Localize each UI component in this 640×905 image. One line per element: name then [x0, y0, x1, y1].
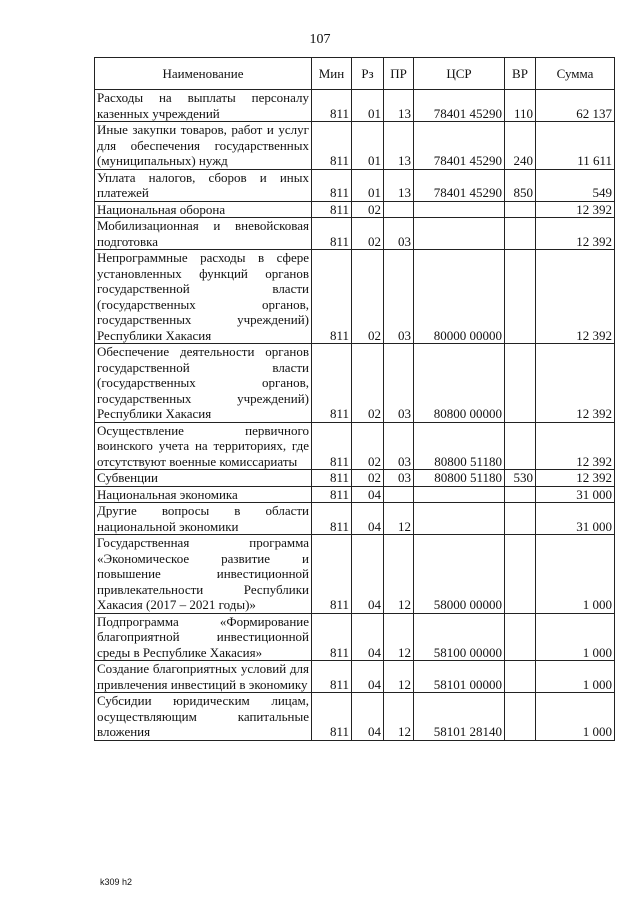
- cell-min: 811: [312, 122, 352, 170]
- table-row: [95, 470, 615, 487]
- cell-rz: 04: [352, 535, 384, 614]
- cell-sum: 1 000: [536, 693, 615, 741]
- table-row: [95, 122, 615, 170]
- header-rz: Рз: [352, 58, 384, 90]
- footer-code: k309 h2: [100, 877, 133, 887]
- table-row: [95, 344, 615, 423]
- header-row: [95, 58, 615, 90]
- cell-sum: 549: [536, 169, 615, 201]
- cell-sum: 12 392: [536, 422, 615, 470]
- cell-pr: [384, 486, 414, 503]
- header-pr: ПР: [384, 58, 414, 90]
- cell-csr: 78401 45290: [414, 169, 505, 201]
- header-name: Наименование: [95, 58, 312, 90]
- table-row: [95, 422, 615, 470]
- cell-vr: [505, 218, 536, 250]
- cell-min: 811: [312, 613, 352, 661]
- cell-sum: 1 000: [536, 661, 615, 693]
- cell-min: 811: [312, 486, 352, 503]
- cell-pr: 03: [384, 422, 414, 470]
- cell-rz: 02: [352, 250, 384, 344]
- cell-pr: 12: [384, 661, 414, 693]
- table-row: [95, 250, 615, 344]
- cell-rz: 02: [352, 344, 384, 423]
- cell-min: 811: [312, 344, 352, 423]
- cell-pr: 12: [384, 613, 414, 661]
- table-row: [95, 486, 615, 503]
- cell-name: Непрограммные расходы в сфере установленных функций органов государственной власти (государственных органов, государственных учреждений) Республики Хакасия: [95, 250, 312, 344]
- cell-min: 811: [312, 535, 352, 614]
- cell-name: Государственная программа «Экономическое развитие и повышение инвестиционной привлекательности Республики Хакасия (2017 – 2021 годы)»: [95, 535, 312, 614]
- cell-name: Расходы на выплаты персоналу казенных учреждений: [95, 90, 312, 122]
- cell-vr: [505, 250, 536, 344]
- cell-csr: [414, 486, 505, 503]
- cell-csr: [414, 218, 505, 250]
- cell-pr: [384, 201, 414, 218]
- cell-pr: 03: [384, 470, 414, 487]
- table-row: [95, 693, 615, 741]
- cell-sum: 1 000: [536, 613, 615, 661]
- cell-csr: 80000 00000: [414, 250, 505, 344]
- header-vr: ВР: [505, 58, 536, 90]
- cell-sum: 31 000: [536, 486, 615, 503]
- cell-name: Осуществление первичного воинского учета на территориях, где отсутствуют военные комиссариаты: [95, 422, 312, 470]
- cell-sum: 12 392: [536, 344, 615, 423]
- cell-sum: 12 392: [536, 201, 615, 218]
- cell-pr: 13: [384, 169, 414, 201]
- cell-name: Мобилизационная и вневойсковая подготовка: [95, 218, 312, 250]
- cell-csr: 78401 45290: [414, 122, 505, 170]
- cell-sum: 12 392: [536, 218, 615, 250]
- cell-rz: 01: [352, 122, 384, 170]
- cell-sum: 12 392: [536, 470, 615, 487]
- header-sum: Сумма: [536, 58, 615, 90]
- table-row: [95, 535, 615, 614]
- cell-vr: [505, 693, 536, 741]
- cell-rz: 04: [352, 661, 384, 693]
- cell-rz: 01: [352, 90, 384, 122]
- cell-pr: 13: [384, 122, 414, 170]
- cell-vr: 110: [505, 90, 536, 122]
- cell-name: Другие вопросы в области национальной экономики: [95, 503, 312, 535]
- cell-vr: 850: [505, 169, 536, 201]
- table-row: [95, 503, 615, 535]
- cell-sum: 31 000: [536, 503, 615, 535]
- header-min: Мин: [312, 58, 352, 90]
- header-csr: ЦСР: [414, 58, 505, 90]
- cell-vr: [505, 201, 536, 218]
- cell-name: Иные закупки товаров, работ и услуг для обеспечения государственных (муниципальных) нужд: [95, 122, 312, 170]
- cell-csr: 58000 00000: [414, 535, 505, 614]
- cell-name: Создание благоприятных условий для привлечения инвестиций в экономику: [95, 661, 312, 693]
- cell-name: Подпрограмма «Формирование благоприятной инвестиционной среды в Республике Хакасия»: [95, 613, 312, 661]
- cell-pr: 03: [384, 218, 414, 250]
- cell-name: Национальная оборона: [95, 201, 312, 218]
- page-number: 107: [309, 32, 331, 47]
- cell-min: 811: [312, 470, 352, 487]
- cell-csr: 80800 51180: [414, 422, 505, 470]
- budget-table: [94, 57, 615, 741]
- cell-pr: 12: [384, 503, 414, 535]
- cell-sum: 62 137: [536, 90, 615, 122]
- table-row: [95, 169, 615, 201]
- cell-csr: [414, 201, 505, 218]
- cell-rz: 02: [352, 422, 384, 470]
- cell-min: 811: [312, 661, 352, 693]
- cell-sum: 1 000: [536, 535, 615, 614]
- cell-rz: 04: [352, 503, 384, 535]
- cell-pr: 03: [384, 250, 414, 344]
- cell-min: 811: [312, 201, 352, 218]
- cell-csr: 58100 00000: [414, 613, 505, 661]
- cell-rz: 02: [352, 470, 384, 487]
- cell-pr: 13: [384, 90, 414, 122]
- cell-sum: 11 611: [536, 122, 615, 170]
- cell-vr: 530: [505, 470, 536, 487]
- cell-csr: 58101 28140: [414, 693, 505, 741]
- cell-pr: 12: [384, 535, 414, 614]
- cell-vr: [505, 486, 536, 503]
- cell-rz: 04: [352, 693, 384, 741]
- cell-min: 811: [312, 693, 352, 741]
- table-row: [95, 661, 615, 693]
- cell-rz: 04: [352, 613, 384, 661]
- cell-vr: [505, 613, 536, 661]
- cell-name: Субсидии юридическим лицам, осуществляющим капитальные вложения: [95, 693, 312, 741]
- cell-csr: 58101 00000: [414, 661, 505, 693]
- cell-min: 811: [312, 503, 352, 535]
- table-row: [95, 201, 615, 218]
- cell-csr: 80800 00000: [414, 344, 505, 423]
- cell-min: 811: [312, 250, 352, 344]
- cell-name: Обеспечение деятельности органов государственной власти (государственных органов, государственных учреждений) Республики Хакасия: [95, 344, 312, 423]
- cell-vr: [505, 661, 536, 693]
- cell-vr: [505, 422, 536, 470]
- cell-rz: 01: [352, 169, 384, 201]
- cell-vr: 240: [505, 122, 536, 170]
- cell-min: 811: [312, 169, 352, 201]
- cell-csr: [414, 503, 505, 535]
- cell-pr: 03: [384, 344, 414, 423]
- cell-vr: [505, 535, 536, 614]
- cell-rz: 04: [352, 486, 384, 503]
- cell-rz: 02: [352, 218, 384, 250]
- cell-rz: 02: [352, 201, 384, 218]
- table-body: [95, 90, 615, 741]
- cell-pr: 12: [384, 693, 414, 741]
- table-row: [95, 218, 615, 250]
- cell-min: 811: [312, 218, 352, 250]
- cell-csr: 78401 45290: [414, 90, 505, 122]
- cell-min: 811: [312, 422, 352, 470]
- cell-name: Уплата налогов, сборов и иных платежей: [95, 169, 312, 201]
- table-row: [95, 90, 615, 122]
- cell-csr: 80800 51180: [414, 470, 505, 487]
- cell-vr: [505, 503, 536, 535]
- cell-name: Субвенции: [95, 470, 312, 487]
- table-row: [95, 613, 615, 661]
- cell-min: 811: [312, 90, 352, 122]
- cell-sum: 12 392: [536, 250, 615, 344]
- cell-name: Национальная экономика: [95, 486, 312, 503]
- cell-vr: [505, 344, 536, 423]
